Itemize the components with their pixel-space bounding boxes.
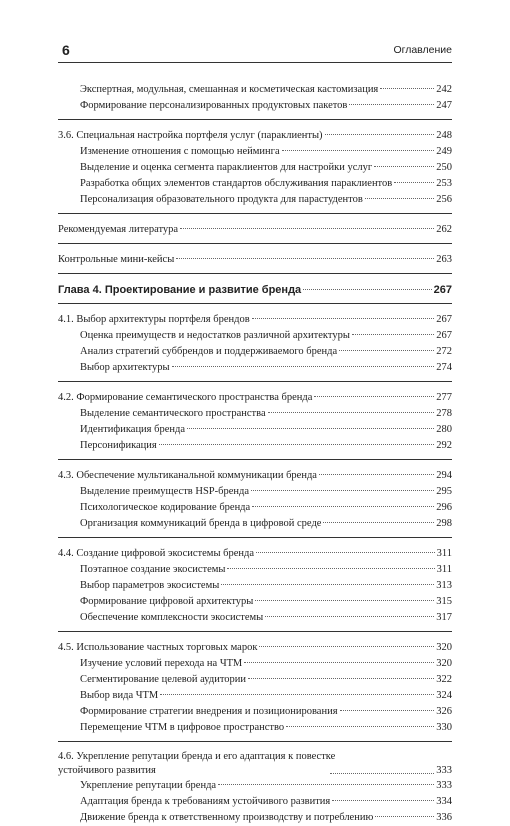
dot-leader — [282, 150, 435, 151]
dot-leader — [218, 784, 434, 785]
toc-section-entry[interactable] — [58, 468, 452, 484]
section-divider — [58, 243, 452, 252]
toc-subsection-entry[interactable] — [58, 192, 452, 208]
toc-entry-title: Персонификация — [80, 440, 157, 451]
toc-entry-title: Анализ стратегий суббрендов и поддерживаемого бренда — [80, 346, 338, 357]
toc-entry-title: 4.4. Создание цифровой экосистемы бренда — [58, 548, 255, 559]
dot-leader — [259, 646, 434, 647]
toc-entry-page: 242 — [436, 84, 452, 95]
dot-leader — [323, 522, 434, 523]
toc-entry-title: 3.6. Специальная настройка портфеля услуг (параклиенты) — [58, 130, 323, 141]
toc-entry-page: 274 — [436, 362, 452, 373]
dot-leader — [227, 568, 434, 569]
toc-entry-title: Оценка преимуществ и недостатков различной архитектуры — [80, 330, 350, 341]
toc-entry-page: 262 — [436, 224, 452, 235]
toc-entry-page: 253 — [436, 178, 452, 189]
section-divider — [58, 741, 452, 750]
section-divider — [58, 213, 452, 222]
toc-subsection-entry[interactable] — [58, 406, 452, 422]
toc-subsection-entry[interactable] — [58, 328, 452, 344]
toc-subsection-entry[interactable] — [58, 688, 452, 704]
toc-entry-title: Формирование цифровой архитектуры — [80, 596, 254, 607]
dot-leader — [251, 490, 434, 491]
dot-leader — [374, 166, 434, 167]
toc-entry-title: Персонализация образовательного продукта для парастудентов — [80, 194, 363, 205]
toc-entry-page: 322 — [436, 674, 452, 685]
toc-entry-title: Экспертная, модульная, смешанная и косметическая кастомизация — [80, 84, 379, 95]
dot-leader — [244, 662, 434, 663]
toc-entry-title: Формирование персонализированных продуктовых пакетов — [80, 100, 348, 111]
toc-entry-title: Психологическое кодирование бренда — [80, 502, 251, 513]
dot-leader — [314, 396, 434, 397]
toc-entry-page: 336 — [436, 812, 452, 823]
toc-section-entry[interactable] — [58, 128, 452, 144]
dot-leader — [380, 88, 434, 89]
dot-leader — [172, 366, 435, 367]
toc-entry-title: Выбор вида ЧТМ — [80, 690, 159, 701]
dot-leader — [365, 198, 434, 199]
dot-leader — [332, 800, 434, 801]
toc-entry-title: Глава 4. Проектирование и развитие бренда — [58, 284, 302, 296]
toc-entry-title: Выделение и оценка сегмента параклиентов для настройки услуг — [80, 162, 373, 173]
toc-subsection-entry[interactable] — [58, 794, 452, 810]
toc-entry-title: 4.5. Использование частных торговых марок — [58, 642, 258, 653]
toc-entry-title: Поэтапное создание экосистемы — [80, 564, 226, 575]
section-divider — [58, 459, 452, 468]
toc-subsection-entry[interactable] — [58, 438, 452, 454]
toc-section-entry[interactable] — [58, 640, 452, 656]
dot-leader — [160, 694, 434, 695]
toc-entry-title: Разработка общих элементов стандартов обслуживания параклиентов — [80, 178, 393, 189]
dot-leader — [176, 258, 434, 259]
toc-entry-title: Обеспечение комплексности экосистемы — [80, 612, 264, 623]
dot-leader — [349, 104, 434, 105]
toc-entry-title: 4.6. Укрепление репутации бренда и его адаптация к повестке — [58, 751, 336, 762]
toc-entry-page: 267 — [436, 330, 452, 341]
toc-subsection-entry[interactable] — [58, 98, 452, 114]
toc-entry-page: 313 — [436, 580, 452, 591]
toc-entry-page: 333 — [436, 780, 452, 791]
toc-section-entry[interactable] — [58, 390, 452, 406]
toc-subsection-entry[interactable] — [58, 82, 452, 98]
toc-entry-page: 278 — [436, 408, 452, 419]
toc-entry-page: 250 — [436, 162, 452, 173]
toc-section-entry[interactable] — [58, 312, 452, 328]
table-of-contents — [58, 82, 452, 826]
dot-leader — [252, 318, 435, 319]
toc-subsection-entry[interactable] — [58, 484, 452, 500]
toc-entry-page: 326 — [436, 706, 452, 717]
toc-section-entry[interactable] — [58, 546, 452, 562]
toc-entry-title: Выделение семантического пространства — [80, 408, 266, 419]
toc-subsection-entry[interactable] — [58, 562, 452, 578]
toc-chapter-entry[interactable] — [58, 282, 452, 298]
dot-leader — [319, 474, 434, 475]
toc-entry-page: 272 — [436, 346, 452, 357]
toc-entry-page: 277 — [436, 392, 452, 403]
dot-leader — [268, 412, 435, 413]
toc-entry-title: Укрепление репутации бренда — [80, 780, 217, 791]
toc-entry-page: 294 — [436, 470, 452, 481]
toc-entry-title: Выбор архитектуры — [80, 362, 170, 373]
toc-section-entry[interactable] — [58, 222, 452, 238]
toc-entry-title: Рекомендуемая литература — [58, 224, 179, 235]
toc-entry-title: Перемещение ЧТМ в цифровое пространство — [80, 722, 285, 733]
toc-entry-page: 247 — [436, 100, 452, 111]
toc-entry-title: Выбор параметров экосистемы — [80, 580, 220, 591]
toc-entry-title: Изучение условий перехода на ЧТМ — [80, 658, 243, 669]
toc-subsection-entry[interactable] — [58, 516, 452, 532]
toc-entry-page: 317 — [436, 612, 452, 623]
toc-entry-page: 267 — [433, 284, 452, 296]
dot-leader — [352, 334, 434, 335]
toc-subsection-entry[interactable] — [58, 344, 452, 360]
dot-leader — [187, 428, 434, 429]
toc-section-entry[interactable] — [58, 252, 452, 268]
dot-leader — [303, 289, 431, 290]
toc-subsection-entry[interactable] — [58, 144, 452, 160]
dot-leader — [340, 710, 435, 711]
toc-entry-page: 295 — [436, 486, 452, 497]
dot-leader — [159, 444, 435, 445]
toc-entry-page: 248 — [436, 130, 452, 141]
toc-entry-page: 263 — [436, 254, 452, 265]
toc-entry-page: 296 — [436, 502, 452, 513]
toc-subsection-entry[interactable] — [58, 578, 452, 594]
dot-leader — [256, 552, 435, 553]
toc-entry-page: 330 — [436, 722, 452, 733]
toc-entry-page: 324 — [436, 690, 452, 701]
section-divider — [58, 537, 452, 546]
toc-entry-page: 320 — [436, 658, 452, 669]
toc-subsection-entry[interactable] — [58, 422, 452, 438]
toc-entry-title: Сегментирование целевой аудитории — [80, 674, 247, 685]
toc-entry-page: 311 — [436, 564, 452, 575]
toc-subsection-entry[interactable] — [58, 810, 452, 826]
toc-subsection-entry[interactable] — [58, 594, 452, 610]
toc-entry-page: 256 — [436, 194, 452, 205]
section-divider — [58, 119, 452, 128]
toc-entry-title: 4.3. Обеспечение мультиканальной коммуникации бренда — [58, 470, 317, 481]
toc-entry-title: Формирование стратегии внедрения и позиционирования — [80, 706, 338, 717]
toc-entry-title: Движение бренда к ответственному производству и потреблению — [80, 812, 374, 823]
toc-subsection-entry[interactable] — [58, 672, 452, 688]
toc-subsection-entry[interactable] — [58, 500, 452, 516]
toc-entry-page: 280 — [436, 424, 452, 435]
toc-entry-title: Выделение преимуществ HSP-бренда — [80, 486, 249, 497]
section-divider — [58, 381, 452, 390]
toc-entry-title: Контрольные мини-кейсы — [58, 254, 175, 265]
toc-subsection-entry[interactable] — [58, 656, 452, 672]
toc-entry-page: 320 — [436, 642, 452, 653]
dot-leader — [180, 228, 434, 229]
dot-leader — [330, 773, 434, 774]
dot-leader — [375, 816, 434, 817]
toc-subsection-entry[interactable] — [58, 610, 452, 626]
toc-section-entry[interactable] — [58, 750, 452, 778]
dot-leader — [325, 134, 435, 135]
toc-subsection-entry[interactable] — [58, 160, 452, 176]
running-header — [58, 42, 452, 63]
running-title: Оглавление — [393, 44, 452, 56]
toc-entry-page: 292 — [436, 440, 452, 451]
section-divider — [58, 273, 452, 282]
toc-entry-page: 249 — [436, 146, 452, 157]
toc-entry-page: 315 — [436, 596, 452, 607]
toc-entry-title: Изменение отношения с помощью нейминга — [80, 146, 280, 157]
toc-entry-title: Организация коммуникаций бренда в цифровой среде — [80, 518, 322, 529]
toc-entry-title: Идентификация бренда — [80, 424, 186, 435]
toc-subsection-entry[interactable] — [58, 778, 452, 794]
section-divider — [58, 631, 452, 640]
dot-leader — [394, 182, 434, 183]
dot-leader — [265, 616, 434, 617]
toc-entry-title: устойчивого развития — [58, 765, 156, 776]
section-divider — [58, 303, 452, 312]
dot-leader — [248, 678, 434, 679]
toc-subsection-entry[interactable] — [58, 360, 452, 376]
toc-entry-page: 267 — [436, 314, 452, 325]
toc-entry-page: 334 — [436, 796, 452, 807]
toc-entry-title: 4.1. Выбор архитектуры портфеля брендов — [58, 314, 250, 325]
toc-entry-page: 311 — [436, 548, 452, 559]
toc-entry-page: 298 — [436, 518, 452, 529]
page-number: 6 — [62, 42, 70, 58]
toc-entry-title: Адаптация бренда к требованиям устойчивого развития — [80, 796, 331, 807]
toc-entry-page: 333 — [436, 765, 452, 776]
toc-subsection-entry[interactable] — [58, 704, 452, 720]
toc-entry-title: 4.2. Формирование семантического пространства бренда — [58, 392, 313, 403]
toc-subsection-entry[interactable] — [58, 176, 452, 192]
dot-leader — [255, 600, 434, 601]
dot-leader — [286, 726, 434, 727]
toc-subsection-entry[interactable] — [58, 720, 452, 736]
dot-leader — [339, 350, 434, 351]
dot-leader — [221, 584, 434, 585]
dot-leader — [252, 506, 434, 507]
